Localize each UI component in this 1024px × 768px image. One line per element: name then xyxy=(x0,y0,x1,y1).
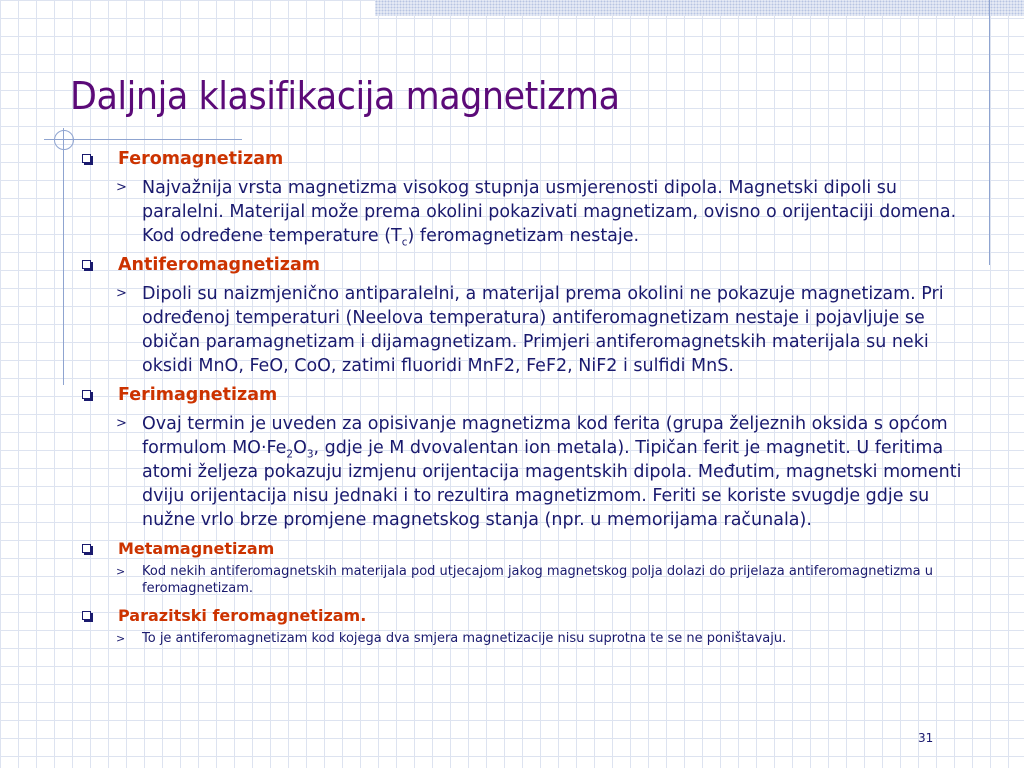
top-decorative-band xyxy=(375,0,1024,16)
section-ferimagnetizam xyxy=(80,384,975,532)
section-heading: Feromagnetizam xyxy=(80,148,975,170)
bullet-item: > Dipoli su naizmjenično antiparalelni, a materijal prema okolini ne pokazuje magnetizam. Pri određenoj temperaturi (Neelova temperatura) antiferomagnetizam nestaje i pojavljuje se običan paramagnetizam i dijamagnetizam. Primjeri antiferomagnetskih materijala su neki oksidi MnO, FeO, CoO, zatimi fluoridi MnF2, FeF2, NiF2 i sulfidi MnS. xyxy=(116,284,944,376)
arrow-bullet-icon: > xyxy=(116,632,126,645)
page-number: 31 xyxy=(918,731,934,745)
arrow-bullet-icon: > xyxy=(116,180,127,195)
slide-title: Daljnja klasifikacija magnetizma xyxy=(70,74,620,118)
section-antiferomagnetizam xyxy=(80,254,975,378)
arrow-bullet-icon: > xyxy=(116,286,127,301)
arrow-bullet-icon: > xyxy=(116,416,127,431)
bullet-item: > Kod nekih antiferomagnetskih materijala pod utjecajom jakog magnetskog polja dolazi do prijelaza antiferomagnetizma u feromagnetizam. xyxy=(116,564,934,596)
arrow-bullet-icon: > xyxy=(116,565,126,578)
section-heading: Ferimagnetizam xyxy=(80,384,975,406)
section-heading: Parazitski feromagnetizam. xyxy=(80,605,975,626)
section-heading: Antiferomagnetizam xyxy=(80,254,975,276)
decorative-circle xyxy=(54,130,74,150)
decorative-vertical-line-right xyxy=(989,0,990,265)
slide-content xyxy=(80,148,975,647)
section-feromagnetizam xyxy=(80,148,975,248)
square-bullet-icon xyxy=(82,544,91,553)
section-parazitski-feromagnetizam xyxy=(80,605,975,647)
bullet-item: > To je antiferomagnetizam kod kojega dva smjera magnetizacije nisu suprotna te se ne poništavaju. xyxy=(116,631,787,646)
square-bullet-icon xyxy=(82,260,91,269)
square-bullet-icon xyxy=(82,154,91,163)
bullet-item: > Najvažnija vrsta magnetizma visokog stupnja usmjerenosti dipola. Magnetski dipoli su paralelni. Materijal može prema okolini pokazivati magnetizam, ovisno o orijentaciji domena. Kod određene temperature $(T_c)$ feromagnetizam nestaje. xyxy=(116,178,957,249)
bullet-item: > Ovaj termin je uveden za opisivanje magnetizma kod ferita (grupa željeznih oksida s općom formulom $MO\cdot Fe_2O_3$, gdje je M dvovalentan ion metala). Tipičan ferit je magnetit. U feritima atomi željeza pokazuju izmjenu orijentacija magentskih dipola. Međutim, magnetski momenti dviju orijentacija nisu jednaki i to rezultira magnetizmom. Feriti se koriste svugdje gdje su nužne vrlo brze promjene magnetskog stanja (npr. u memorijama računala). xyxy=(116,414,962,530)
decorative-vertical-line-left xyxy=(63,128,64,385)
section-metamagnetizam xyxy=(80,538,975,597)
square-bullet-icon xyxy=(82,390,91,399)
square-bullet-icon xyxy=(82,611,91,620)
section-heading: Metamagnetizam xyxy=(80,538,975,559)
